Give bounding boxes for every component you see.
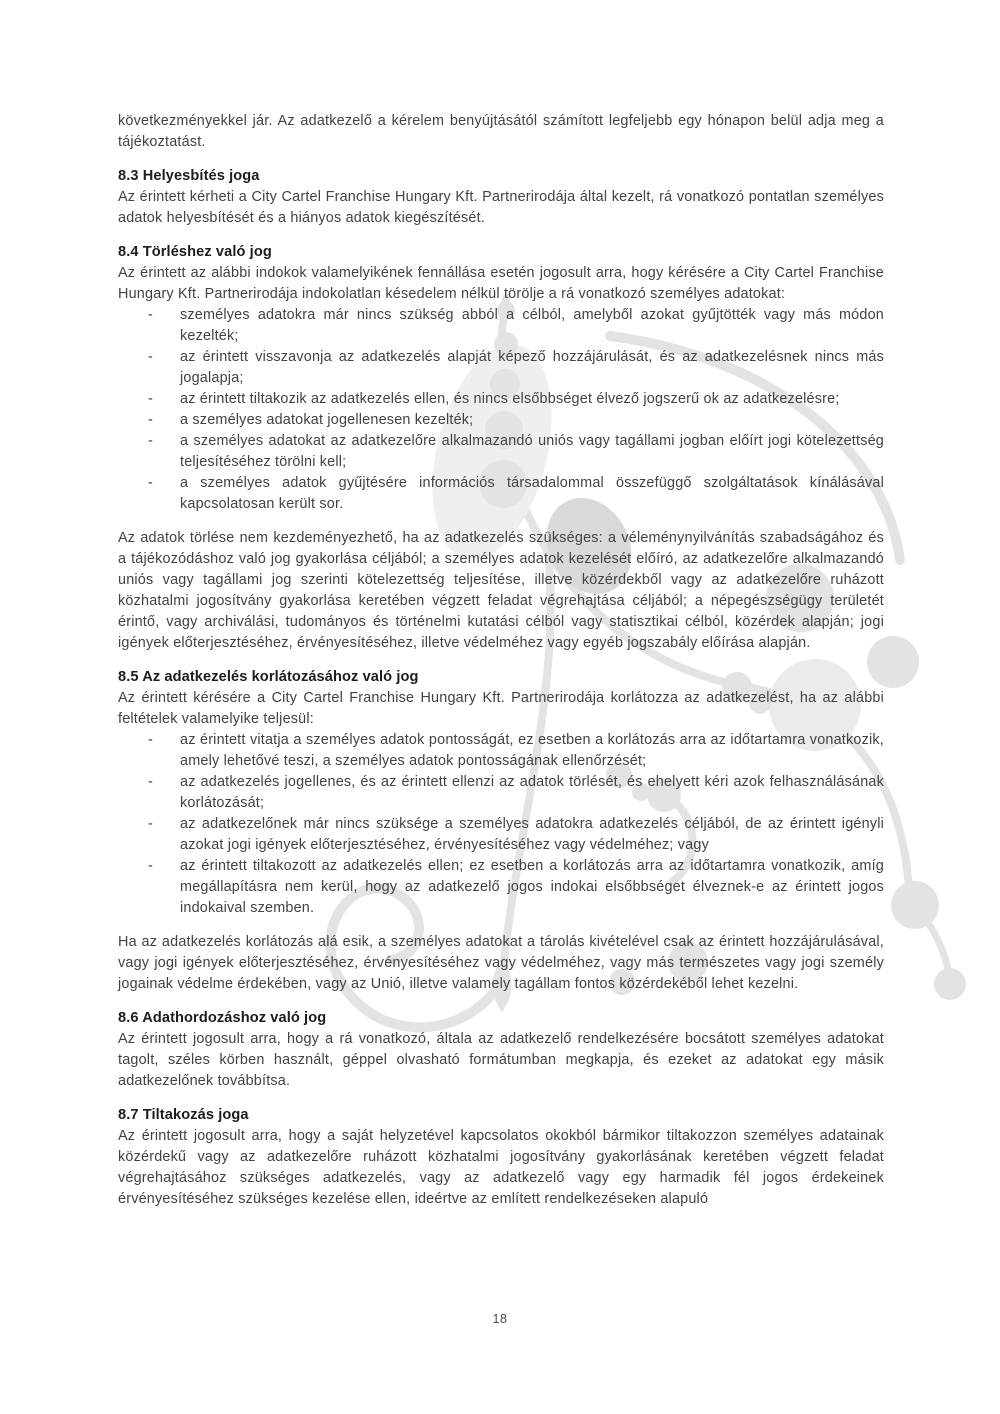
list-item: - a személyes adatokat jogellenesen kezelték; xyxy=(118,410,884,431)
list-item: - az érintett visszavonja az adatkezelés alapját képező hozzájárulását, és az adatkezelésnek nincs más jogalapja; xyxy=(118,347,884,389)
list-item: - a személyes adatok gyűjtésére információs társadalommal összefüggő szolgáltatások kínálásával kapcsolatosan került sor. xyxy=(118,473,884,515)
section-8-4 xyxy=(118,242,884,515)
section-paragraph: Az érintett jogosult arra, hogy a saját helyzetével kapcsolatos okokból bármikor tiltakozzon személyes adatainak közérdekű vagy az adatkezelőre ruházott közhatalmi jogosítvány gyakorlásának keretében végzett feladat végrehajtásához szükséges adatkezelés, vagy az adatkezelő vagy egy harmadik fél jogos érdekeinek érvényesítéséhez szükséges kezelése ellen, ideértve az említett rendelkezéseken alapuló xyxy=(118,1128,884,1207)
section-paragraph: Az érintett jogosult arra, hogy a rá vonatkozó, általa az adatkezelő rendelkezésére bocsátott személyes adatokat tagolt, széles körben használt, géppel olvasható formátumban megkapja, és ezeket az adatokat egy másik adatkezelőnek továbbítsa. xyxy=(118,1031,884,1089)
list-item: - az adatkezelés jogellenes, és az érintett ellenzi az adatok törlését, és ehelyett kéri azok felhasználásának korlátozását; xyxy=(118,772,884,814)
section-paragraph: Az érintett kérésére a City Cartel Franchise Hungary Kft. Partnerirodája korlátozza az adatkezelést, ha az alábbi feltételek valamelyike teljesül: xyxy=(118,690,884,727)
section-8-7 xyxy=(118,1105,884,1210)
section-heading-8-3: 8.3 Helyesbítés joga xyxy=(118,168,260,184)
list-item: - az érintett tiltakozott az adatkezelés ellen; ez esetben a korlátozás arra az időtartamra vonatkozik, amíg megállapításra nem kerül, hogy az adatkezelő jogos indokai elsőbbséget élveznek-e az érintett jogos indokaival szemben. xyxy=(118,856,884,919)
continuation-paragraph: következményekkel jár. Az adatkezelő a kérelem benyújtásától számított legfeljebb egy hónapon belül adja meg a tájékoztatást. xyxy=(118,113,884,150)
restriction-handling-paragraph: Ha az adatkezelés korlátozás alá esik, a személyes adatokat a tárolás kivételével csak az érintett hozzájárulásával, vagy jogi igények előterjesztéséhez, érvényesítéséhez vagy védelméhez, vagy más természetes vagy jogi személy jogainak védelme érdekében, vagy az Unió, illetve valamely tagállam fontos közérdekéből lehet kezelni. xyxy=(118,934,884,992)
page-number: 18 xyxy=(492,1312,508,1326)
list-item: - a személyes adatokat az adatkezelőre alkalmazandó uniós vagy tagállami jogban előírt jogi kötelezettség teljesítéséhez törölni kell; xyxy=(118,431,884,473)
section-heading-8-4: 8.4 Törléshez való jog xyxy=(118,244,272,260)
section-heading-8-7: 8.7 Tiltakozás joga xyxy=(118,1107,249,1123)
restriction-conditions-list xyxy=(118,730,884,919)
page-body xyxy=(118,111,884,1210)
section-paragraph: Az érintett kérheti a City Cartel Franchise Hungary Kft. Partnerirodája által kezelt, rá vonatkozó pontatlan személyes adatok helyesbítését és a hiányos adatok kiegészítését. xyxy=(118,189,884,226)
section-8-3 xyxy=(118,166,884,229)
section-8-6 xyxy=(118,1008,884,1092)
list-item: - az érintett vitatja a személyes adatok pontosságát, ez esetben a korlátozás arra az időtartamra vonatkozik, amely lehetővé teszi, a személyes adatok pontosságának ellenőrzését; xyxy=(118,730,884,772)
erasure-grounds-list xyxy=(118,305,884,515)
section-paragraph: Az érintett az alábbi indokok valamelyikének fennállása esetén jogosult arra, hogy kérésére a City Cartel Franchise Hungary Kft. Partnerirodája indokolatlan késedelem nélkül törölje a rá vonatkozó személyes adatokat: xyxy=(118,265,884,302)
list-item: - az érintett tiltakozik az adatkezelés ellen, és nincs elsőbbséget élvező jogszerű ok az adatkezelésre; xyxy=(118,389,884,410)
section-8-5 xyxy=(118,667,884,919)
erasure-exceptions-paragraph: Az adatok törlése nem kezdeményezhető, ha az adatkezelés szükséges: a véleménynyilvánítás szabadságához és a tájékozódáshoz való jog gyakorlása céljából; a személyes adatok kezelését előíró, az adatkezelőre alkalmazandó uniós vagy tagállami jog szerinti kötelezettség teljesítése, illetve közérdekből vagy az adatkezelőre ruházott közhatalmi jogosítvány gyakorlása keretében végzett feladat végrehajtása céljából; a népegészségügy területét érintő, vagy archiválási, tudományos és történelmi kutatási célból vagy statisztikai célból, közérdek alapján; jogi igények előterjesztéséhez, érvényesítéséhez, illetve védelméhez vagy egyéb jogszabály előírása alapján. xyxy=(118,530,884,651)
section-heading-8-5: 8.5 Az adatkezelés korlátozásához való jog xyxy=(118,669,419,685)
list-item: - az adatkezelőnek már nincs szüksége a személyes adatokra adatkezelés céljából, de az érintett igényli azokat jogi igények előterjesztéséhez, érvényesítéséhez vagy védelméhez; vagy xyxy=(118,814,884,856)
section-heading-8-6: 8.6 Adathordozáshoz való jog xyxy=(118,1010,327,1026)
list-item: - személyes adatokra már nincs szükség abból a célból, amelyből azokat gyűjtötték vagy más módon kezelték; xyxy=(118,305,884,347)
